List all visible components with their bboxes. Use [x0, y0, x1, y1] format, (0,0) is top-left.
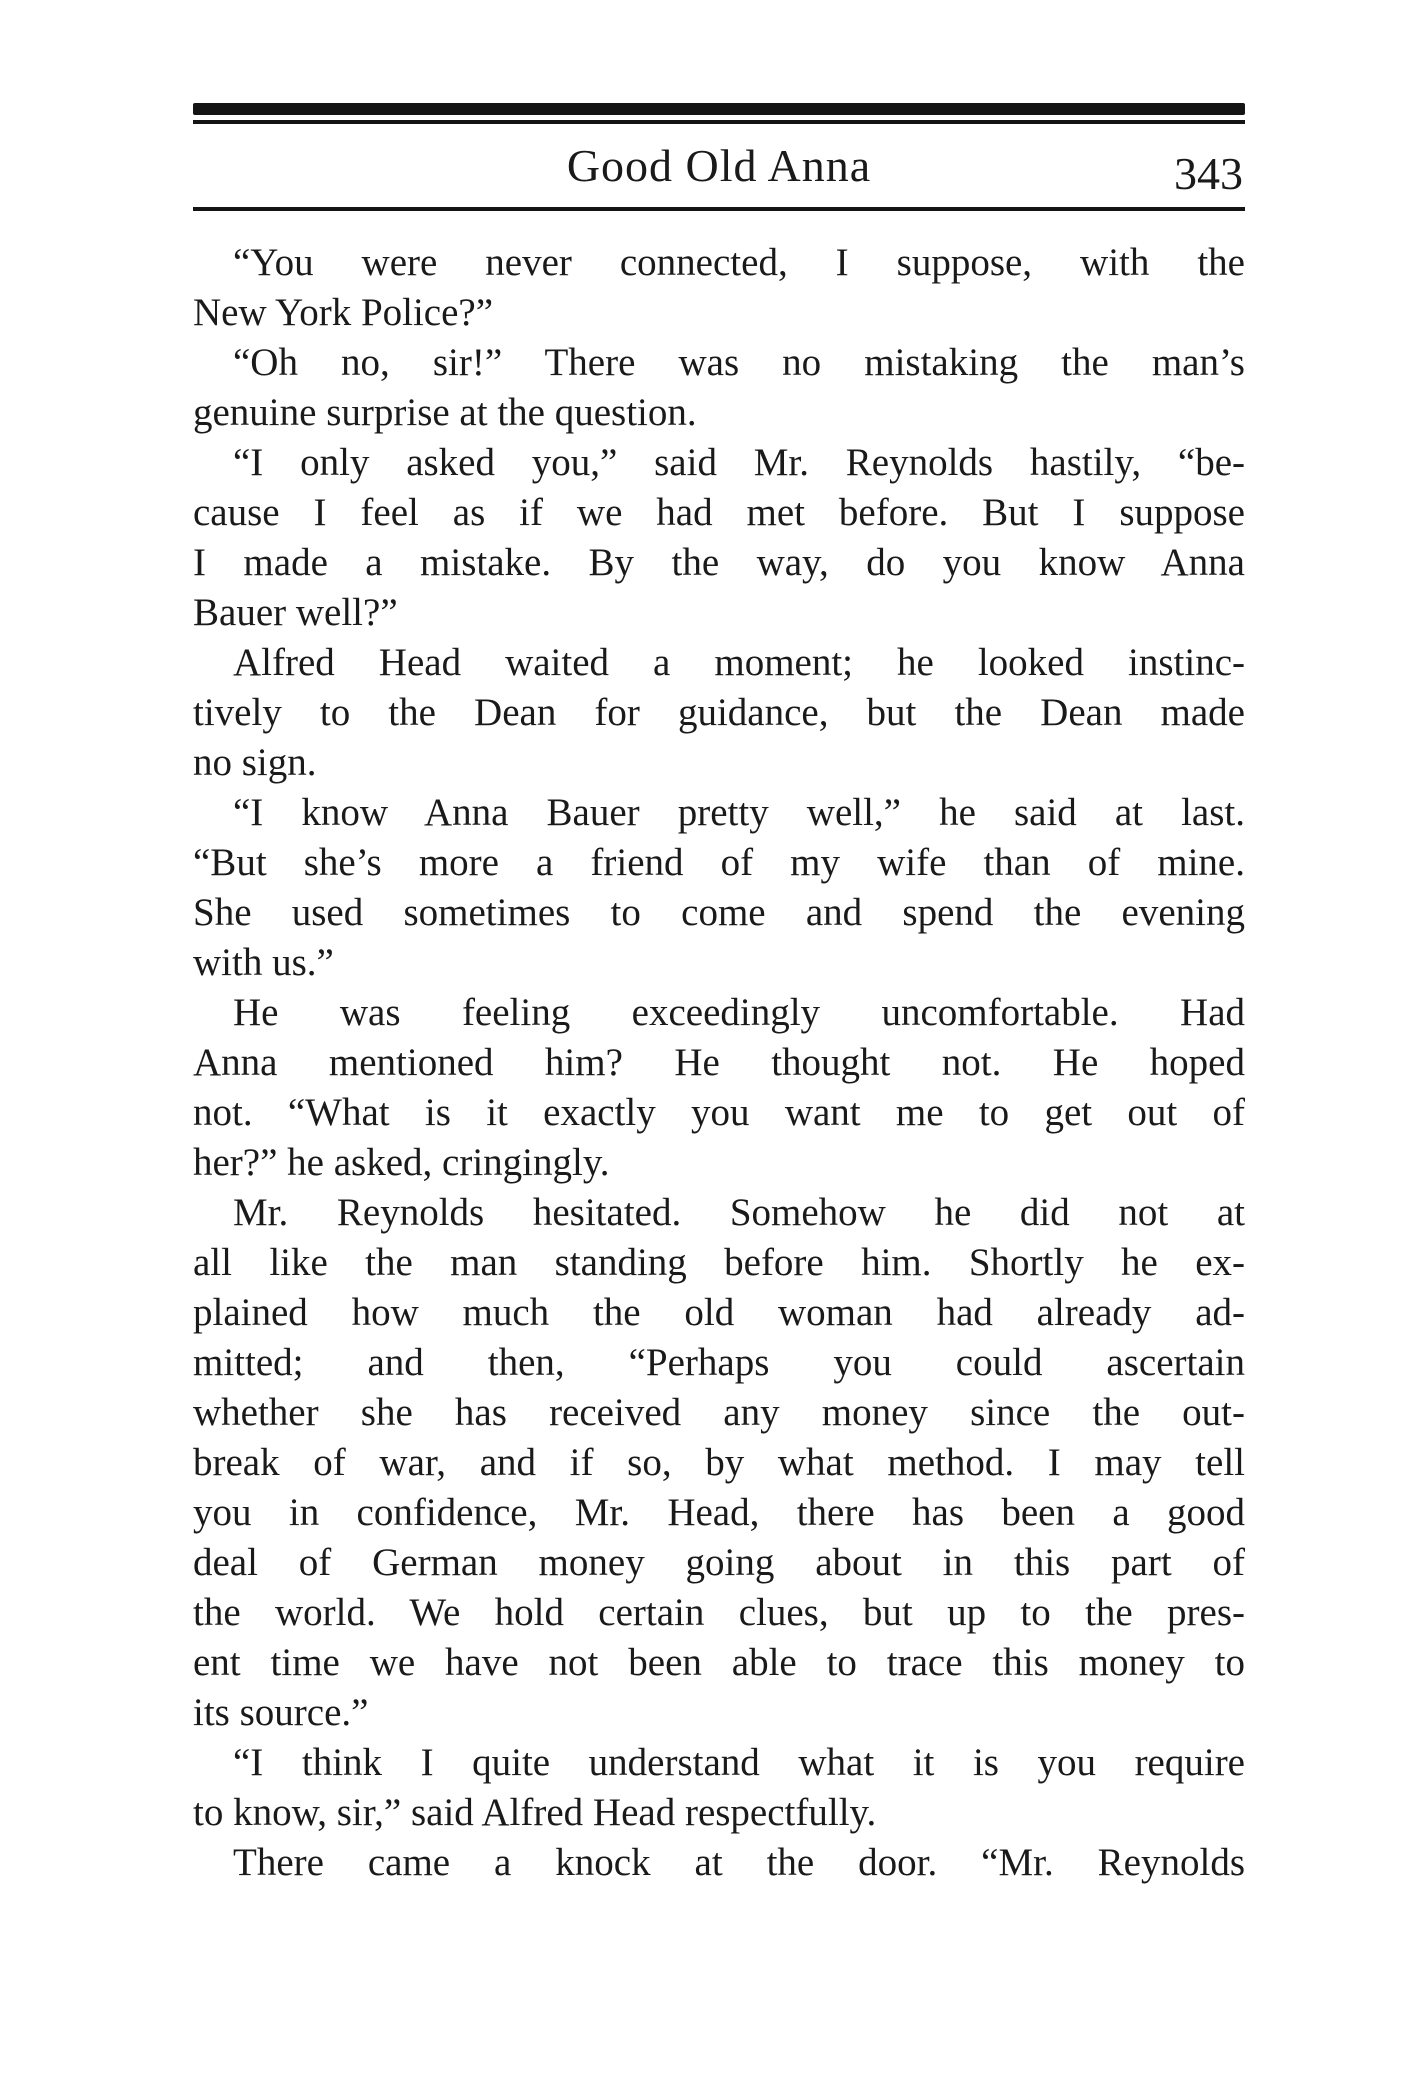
text-line: whether she has received any money since the out-	[193, 1391, 1245, 1434]
text-line: all like the man standing before him. Shortly he ex-	[193, 1241, 1245, 1284]
paragraph	[193, 438, 1245, 638]
text-line: New York Police?”	[193, 291, 494, 334]
text-line: tively to the Dean for guidance, but the Dean made	[193, 691, 1245, 734]
body-text	[193, 238, 1245, 1888]
text-line: “I know Anna Bauer pretty well,” he said at last.	[233, 791, 1245, 834]
text-line: “But she’s more a friend of my wife than of mine.	[193, 841, 1245, 884]
paragraph	[193, 338, 1245, 438]
page-number: 343	[1174, 148, 1243, 199]
header-rule-thick	[193, 103, 1245, 115]
text-line: deal of German money going about in this part of	[193, 1541, 1245, 1584]
paragraph	[193, 1188, 1245, 1738]
paragraph	[193, 988, 1245, 1188]
text-line: “I only asked you,” said Mr. Reynolds hastily, “be-	[233, 441, 1245, 484]
text-line: He was feeling exceedingly uncomfortable. Had	[233, 991, 1245, 1034]
text-line: There came a knock at the door. “Mr. Reynolds	[233, 1841, 1245, 1884]
text-line: her?” he asked, cringingly.	[193, 1141, 610, 1184]
running-title: Good Old Anna	[566, 140, 872, 191]
text-line: genuine surprise at the question.	[193, 391, 697, 434]
text-line: break of war, and if so, by what method. I may tell	[193, 1441, 1245, 1484]
text-line: Alfred Head waited a moment; he looked instinc-	[233, 641, 1245, 684]
paragraph	[193, 788, 1245, 988]
text-line: She used sometimes to come and spend the evening	[193, 891, 1245, 934]
paragraph	[193, 1738, 1245, 1838]
text-line: with us.”	[193, 941, 334, 984]
paragraph	[193, 638, 1245, 788]
text-line: Mr. Reynolds hesitated. Somehow he did not at	[233, 1191, 1245, 1234]
text-line: not. “What is it exactly you want me to get out of	[193, 1091, 1245, 1134]
text-line: to know, sir,” said Alfred Head respectfully.	[193, 1791, 877, 1834]
text-line: “I think I quite understand what it is you require	[233, 1741, 1245, 1784]
paragraph	[193, 238, 1245, 338]
running-head	[193, 130, 1245, 200]
text-line: plained how much the old woman had already ad-	[193, 1291, 1245, 1334]
text-line: mitted; and then, “Perhaps you could ascertain	[193, 1341, 1245, 1384]
text-line: I made a mistake. By the way, do you know Anna	[193, 541, 1245, 584]
text-line: cause I feel as if we had met before. But I suppose	[193, 491, 1245, 534]
text-line: “Oh no, sir!” There was no mistaking the man’s	[233, 341, 1245, 384]
text-line: Anna mentioned him? He thought not. He hoped	[193, 1041, 1245, 1084]
text-line: its source.”	[193, 1691, 369, 1734]
text-line: ent time we have not been able to trace this money to	[193, 1641, 1245, 1684]
running-head-rule	[193, 207, 1245, 211]
text-line: Bauer well?”	[193, 591, 398, 634]
paragraph	[193, 1838, 1245, 1888]
text-line: “You were never connected, I suppose, with the	[233, 241, 1245, 284]
header-rule-thin	[193, 120, 1245, 124]
text-line: you in confidence, Mr. Head, there has been a good	[193, 1491, 1245, 1534]
text-line: the world. We hold certain clues, but up to the pres-	[193, 1591, 1245, 1634]
text-line: no sign.	[193, 741, 317, 784]
